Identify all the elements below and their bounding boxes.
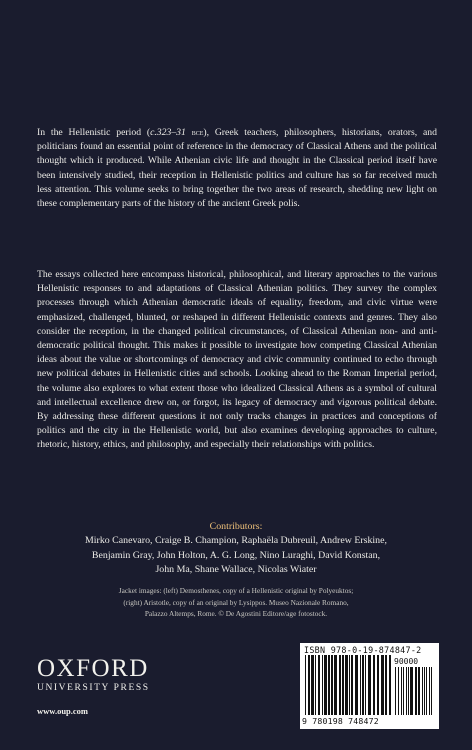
barcode-bar [360, 655, 361, 715]
barcode-bar [389, 655, 391, 715]
barcode-bar [324, 655, 327, 715]
jacket-image-credits: Jacket images: (left) Demosthenes, copy of a Hellenistic original by Polyeuktos; (right) Aristotle, copy of an original by Lysippos. Museo Nazionale Romano, Palazzo Altemps, Rome. © De Agostini Editore/age fotostock. [118, 586, 354, 618]
barcode-bar [345, 655, 348, 715]
price-code: 90000 [394, 657, 419, 666]
barcode-bar [355, 655, 358, 715]
barcode-bar [429, 667, 430, 715]
date-range: c.323–31 [150, 127, 186, 138]
barcode-bar [315, 655, 316, 715]
contributors-line: John Ma, Shane Wallace, Nicolas Wiater [155, 564, 317, 576]
description-paragraph-1: In the Hellenistic period (c.323–31 bce), Greek teachers, philosophers, historians, orators, and politicians found an essential point of reference in the democracy of Classical Athens and the political thought which it produced. While Athenian civic life and thought in the Classical period itself have been intensively studied, their reception in Hellenistic politics and culture has so far received much less attention. This volume seeks to bring together the two areas of research, shedding new light on these complementary parts of the history of the ancient Greek polis. [37, 127, 437, 210]
barcode-bar [406, 667, 407, 715]
era-abbr: bce [191, 127, 204, 137]
barcode-bar [403, 667, 404, 715]
barcode-bar [342, 655, 344, 715]
barcode-bar [422, 667, 423, 715]
barcode-bars [304, 655, 392, 715]
description-paragraph-2: The essays collected here encompass historical, philosophical, and literary approaches to the various Hellenistic responses to and adaptations of Classical Athenian politics. They survey the complex processes through which Athenian democratic ideals of equality, freedom, and civic virtue were emphasized, challenged, blunted, or reshaped in different Hellenistic contexts and genres. They also consider the reception, in the changed political circumstances, of Classical Athenian non- and anti-democratic political thought. This makes it possible to investigate how competing Classical Athenian ideas about the value or shortcomings of democracy and civic community continued to echo through new political debates in Hellenistic cities and schools. Looking ahead to the Roman Imperial period, the volume also explores to what extent those who idealized Classical Athens as a symbol of cultural and intellectual excellence drew on, or forgot, its legacy of democracy and vigorous political debate. By addressing these different questions it not only tracks changes in practices and conceptions of politics and the city in the Hellenistic world, but also examines developing approaches to culture, rhetoric, history, ethics, and philosophy, and especially their relationships with politics. [37, 269, 437, 451]
addon-barcode-bars [394, 667, 434, 715]
ean-digits: 9 780198 748472 [302, 716, 379, 726]
barcode-bar [373, 655, 375, 715]
publisher-url: www.oup.com [37, 706, 89, 716]
barcode-bar [318, 655, 320, 715]
barcode-bar [410, 667, 413, 715]
barcode-bar [362, 655, 364, 715]
barcode-bar [349, 655, 350, 715]
barcode-bar [365, 655, 366, 715]
publisher-name: OXFORD [37, 655, 149, 682]
barcode-bar [381, 655, 384, 715]
barcode-bar [368, 655, 371, 715]
isbn-label: ISBN 978-0-19-874847-2 [304, 645, 422, 655]
barcode-bar [308, 655, 310, 715]
publisher-logo [37, 656, 150, 695]
barcode-bar [377, 655, 379, 715]
barcode-bar [415, 667, 417, 715]
barcode-bar [431, 667, 432, 715]
contributors-heading: Contributors: [209, 521, 263, 532]
barcode-bar [385, 655, 387, 715]
barcode-bar [322, 655, 323, 715]
barcode-bar [351, 655, 353, 715]
barcode-bar [339, 655, 341, 715]
barcode-bar [398, 667, 399, 715]
barcode-bar [305, 655, 306, 715]
barcode-bar [328, 655, 330, 715]
barcode-bar [311, 655, 314, 715]
contributors-line: Benjamin Gray, John Holton, A. G. Long, Nino Luraghi, David Konstan, [91, 549, 381, 561]
publisher-subtitle: UNIVERSITY PRESS [37, 683, 150, 693]
barcode-bar [334, 655, 337, 715]
barcode-bar [408, 667, 409, 715]
barcode-bar [331, 655, 333, 715]
contributors-block [36, 520, 436, 578]
barcode-bar [401, 667, 402, 715]
barcode-bar [418, 667, 420, 715]
barcode-bar [395, 667, 396, 715]
contributors-line: Mirko Canevaro, Craige B. Champion, Raphaëla Dubreuil, Andrew Erskine, [85, 535, 387, 547]
isbn-barcode [300, 643, 439, 729]
barcode-bar [426, 667, 427, 715]
barcode-bar [424, 667, 425, 715]
